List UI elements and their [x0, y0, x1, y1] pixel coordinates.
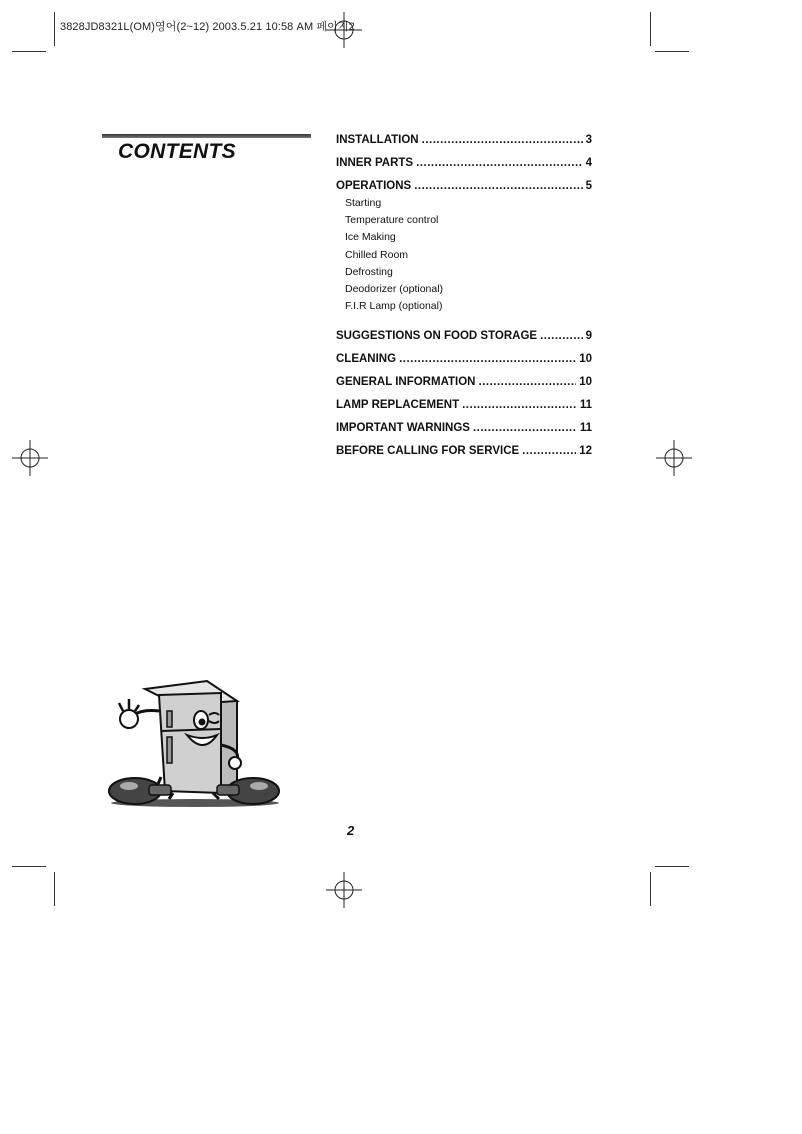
toc-leader	[399, 352, 576, 366]
toc-page: 9	[585, 330, 592, 343]
toc-label: CLEANING	[336, 353, 397, 366]
print-slug: 3828JD8321L(OM)영어(2~12) 2003.5.21 10:58 AM 페이지2	[60, 21, 355, 33]
toc-leader	[479, 375, 577, 389]
toc-label: IMPORTANT WARNINGS	[336, 422, 470, 435]
registration-mark-icon	[326, 12, 362, 48]
toc-page: 11	[579, 422, 592, 435]
toc-entry-general-information[interactable]	[336, 375, 592, 389]
toc-subitem[interactable]: Deodorizer (optional)	[345, 282, 444, 295]
toc-subitem[interactable]: Temperature control	[345, 214, 439, 227]
toc-leader	[416, 156, 582, 170]
toc-label: INNER PARTS	[336, 157, 414, 169]
toc-page: 10	[579, 376, 592, 389]
toc-page: 12	[579, 445, 592, 458]
toc-label: LAMP REPLACEMENT	[336, 399, 460, 412]
toc-page: 10	[579, 353, 592, 366]
toc-sublist	[345, 196, 592, 316]
toc-label: INSTALLATION	[336, 134, 419, 146]
registration-mark-icon	[656, 440, 692, 476]
page-number: 2	[347, 823, 355, 838]
toc-entry-food-storage[interactable]	[336, 329, 592, 343]
toc-subitem[interactable]: Starting	[345, 197, 382, 209]
toc-entry-inner-parts[interactable]	[336, 156, 592, 170]
toc-subitem[interactable]: F.I.R Lamp (optional)	[345, 300, 443, 313]
registration-mark-icon	[12, 440, 48, 476]
toc-subitem[interactable]: Defrosting	[345, 265, 393, 278]
toc-entry-cleaning[interactable]	[336, 352, 592, 366]
toc-label: GENERAL INFORMATION	[336, 376, 476, 389]
toc-leader	[522, 444, 576, 458]
toc-leader	[422, 133, 583, 147]
toc-subitem[interactable]: Ice Making	[345, 231, 396, 244]
toc-subitem[interactable]: Chilled Room	[345, 248, 409, 261]
title-rule	[102, 134, 311, 138]
toc-label: OPERATIONS	[336, 180, 412, 192]
table-of-contents	[336, 133, 592, 458]
toc-leader	[414, 179, 582, 193]
refrigerator-mascot-icon	[103, 675, 283, 810]
toc-leader	[462, 398, 577, 412]
toc-entry-installation[interactable]	[336, 133, 592, 147]
toc-page: 11	[579, 399, 592, 412]
toc-entry-operations[interactable]	[336, 179, 592, 316]
toc-page: 3	[585, 134, 592, 146]
page-title: CONTENTS	[118, 140, 236, 163]
toc-label: SUGGESTIONS ON FOOD STORAGE	[336, 330, 538, 343]
toc-entry-before-calling-service[interactable]	[336, 444, 592, 458]
toc-leader	[473, 421, 577, 435]
registration-mark-icon	[326, 872, 362, 908]
toc-leader	[540, 329, 583, 343]
toc-label: BEFORE CALLING FOR SERVICE	[336, 445, 520, 458]
toc-entry-important-warnings[interactable]	[336, 421, 592, 435]
toc-page: 5	[585, 180, 592, 192]
toc-entry-lamp-replacement[interactable]	[336, 398, 592, 412]
toc-page: 4	[585, 157, 592, 169]
